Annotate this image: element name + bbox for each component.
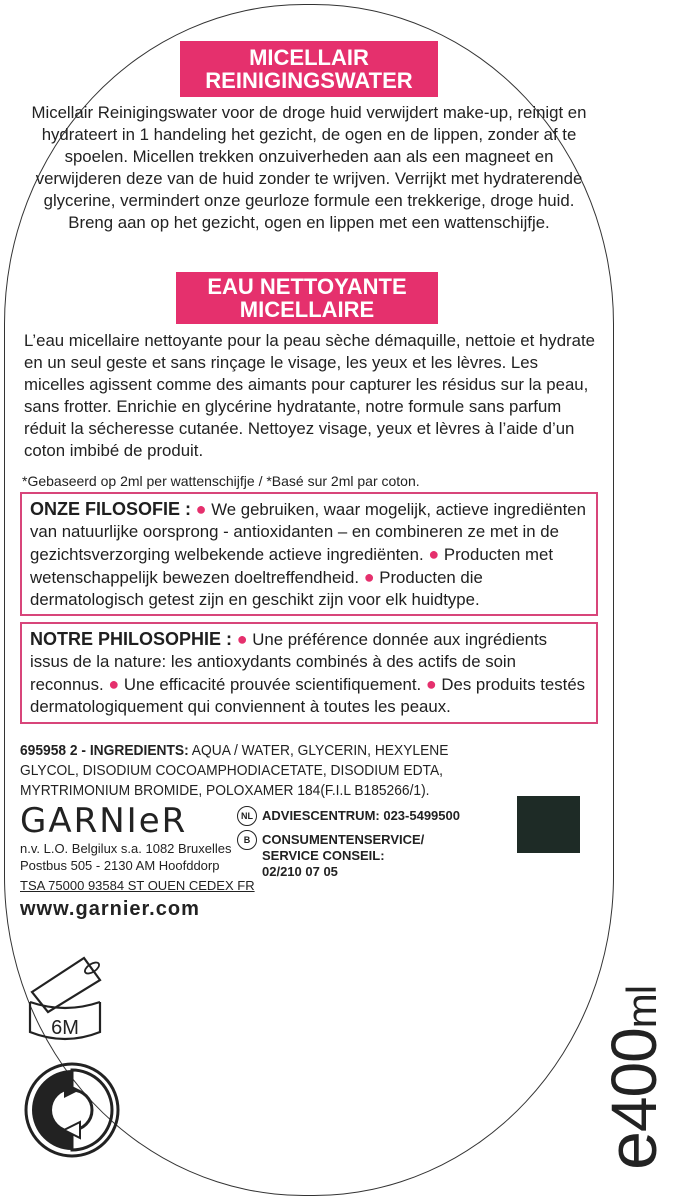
philosophy-nl-item: We gebruiken, waar mogelijk, actieve ingrediënten van natuurlijke oorsprong - antioxidanten – en combineren ze met in de gezichtsverzorging welbekende actieve ingrediënten. xyxy=(30,500,586,564)
estimated-mark: e xyxy=(593,1132,671,1170)
green-dot-recycle-icon xyxy=(22,1060,122,1160)
country-b-badge: B xyxy=(237,830,257,850)
country-nl-badge: NL xyxy=(237,806,257,826)
philosophy-fr-box xyxy=(20,622,598,724)
color-swatch-square xyxy=(517,796,580,853)
philosophy-fr-item: Des produits testés dermatologiquement qui conviennent à toutes les peaux. xyxy=(30,675,586,716)
philosophy-fr-item: Une préférence donnée aux ingrédients issus de la nature: les antioxydants combinés à des actifs de soin reconnus. xyxy=(30,630,548,694)
address-line-3: TSA 75000 93584 ST OUEN CEDEX FR xyxy=(20,878,255,893)
fr-description: L’eau micellaire nettoyante pour la peau sèche démaquille, nettoie et hydrate en un seul geste et sans rinçage le visage, les yeux et les lèvres. Les micelles agissent comme des aimants pour capturer les résidus sur la peau, sans frotter. Enrichie en glycérine hydratante, notre formule sans parfum réduit la sécheresse cutanée. Nettoyez visage, yeux et lèvres à l’aide d’un coton imbibé de produit. xyxy=(24,331,595,460)
garnier-logo: GARNIeR xyxy=(20,801,188,841)
website-link[interactable]: www.garnier.com xyxy=(20,898,200,920)
footnote: *Gebaseerd op 2ml per wattenschijfje / *Basé sur 2ml par coton. xyxy=(22,473,420,489)
ingredients-list xyxy=(20,741,489,801)
philosophy-nl-title: ONZE FILOSOFIE : xyxy=(30,499,191,519)
address-line-2: Postbus 505 - 2130 AM Hoofddorp xyxy=(20,858,220,873)
bullet-dot-icon: ● xyxy=(108,674,120,694)
fr-title-line2: MICELLAIRE xyxy=(239,297,375,322)
nl-description: Micellair Reinigingswater voor de droge huid verwijdert make-up, reinigt en hydrateert in 1 handeling het gezicht, de ogen en de lippen, zonder af te spoelen. Micellen trekken onzuiverheden aan als een magneet en verwijderen deze van de huid zonder te wrijven. Verrijkt met hydraterende glycerine, vermindert onze geurloze formule een trekkerige, droge huid. Breng aan op het gezicht, ogen en lippen met een wattenschijfje. xyxy=(31,103,587,232)
volume-amount: 400 xyxy=(598,1028,670,1133)
nl-title-banner xyxy=(180,41,438,97)
nl-title-line2: REINIGINGSWATER xyxy=(205,68,413,93)
contact-b-line3: 02/210 07 05 xyxy=(262,864,338,879)
philosophy-fr-item: Une efficacité prouvée scientifiquement. xyxy=(123,675,422,694)
philosophy-nl-item: Producten met wetenschappelijk bewezen doeltreffendheid. xyxy=(30,545,554,587)
bullet-dot-icon: ● xyxy=(425,674,437,694)
bullet-dot-icon: ● xyxy=(236,629,248,649)
bullet-dot-icon: ● xyxy=(428,544,440,564)
ingredients-label: 695958 2 - INGREDIENTS: xyxy=(20,742,189,759)
address-line-1: n.v. L.O. Belgilux s.a. 1082 Bruxelles xyxy=(20,841,232,856)
fr-title-line1: EAU NETTOYANTE xyxy=(207,274,407,299)
nl-title-line1: MICELLAIR xyxy=(249,45,369,70)
fr-title-banner xyxy=(176,272,438,324)
ingredients-text: AQUA / WATER, GLYCERIN, HEXYLENE GLYCOL, DISODIUM COCOAMPHODIACETATE, DISODIUM EDTA, MYRTRIMONIUM BROMIDE, POLOXAMER 184(F.I.L B185266/1). xyxy=(20,742,449,799)
pao-label: 6M xyxy=(51,1017,79,1039)
open-jar-pao-icon xyxy=(22,950,108,1046)
bullet-dot-icon: ● xyxy=(363,567,375,587)
philosophy-nl-box xyxy=(20,492,598,616)
contact-b-line1: CONSUMENTENSERVICE/ xyxy=(262,832,425,847)
contact-nl: ADVIESCENTRUM: 023-5499500 xyxy=(262,808,460,823)
bullet-dot-icon: ● xyxy=(195,499,207,519)
net-volume xyxy=(593,985,674,1170)
volume-unit: ml xyxy=(618,985,665,1029)
philosophy-nl-item: Producten die dermatologisch getest zijn en geschikt zijn voor elk huidtype. xyxy=(30,568,483,609)
philosophy-fr-title: NOTRE PHILOSOPHIE : xyxy=(30,629,233,649)
contact-b-line2: SERVICE CONSEIL: xyxy=(262,848,385,863)
